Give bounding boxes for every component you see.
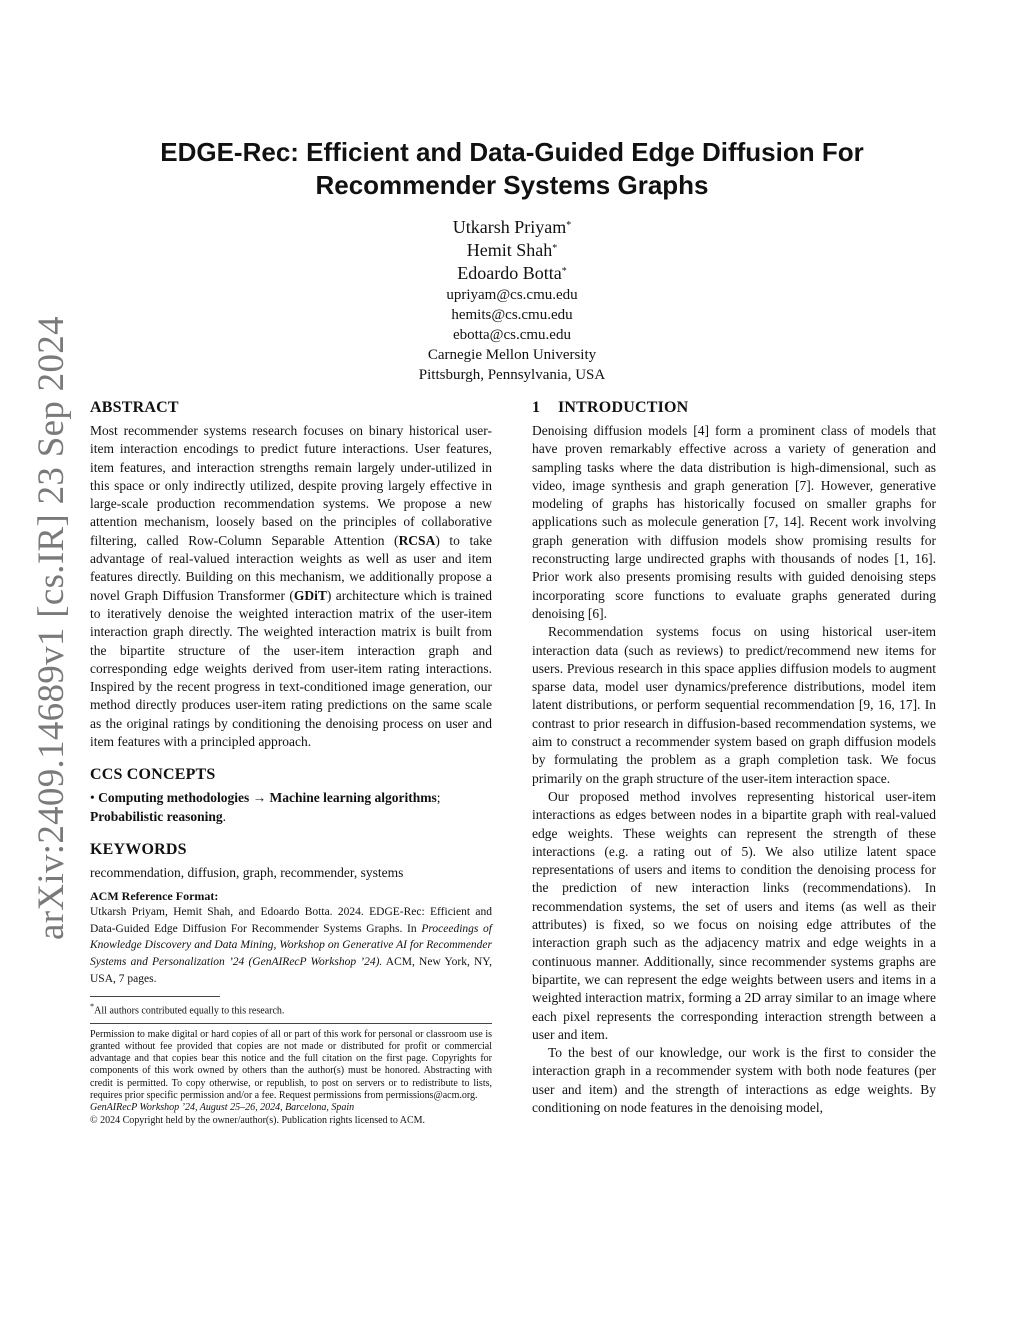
abstract-heading: ABSTRACT (90, 399, 179, 416)
institution: Carnegie Mellon University (427, 347, 597, 363)
author-block (90, 216, 934, 385)
left-column (90, 398, 492, 1127)
intro-heading: 1 INTRODUCTION (532, 399, 689, 416)
keywords-text: recommendation, diffusion, graph, recommender, systems (90, 864, 404, 880)
footnote: *All authors contributed equally to this research. (90, 1002, 285, 1017)
title-line-2: Recommender Systems Graphs (315, 170, 709, 200)
intro-paragraph-1: Denoising diffusion models [4] form a prominent class of models that have proven remarkably effective across a variety of generation and sampling tasks where the data distribution is high-dimensional, such as video, image synthesis and graph generation [7]. However, generative modeling of graphs has historically focused on smaller graphs for applications such as molecule generation [7, 14]. Recent work involving graph generation with diffusion models show promising results for reconstructing large undirected graphs with thousands of nodes [1, 16]. Prior work also presents promising results with guided denoising steps incorporating score functions to evaluate graphs generated during denoising [6]. (532, 423, 936, 621)
copyright-notice: © 2024 Copyright held by the owner/author(s). Publication rights licensed to ACM. (90, 1114, 426, 1126)
permission-text: Permission to make digital or hard copies of all or part of this work for personal or classroom use is granted without fee provided that copies are not made or distributed for profit or commercial advantage and that copies bear this notice and the full citation on the first page. Copyrights for components of this work owned by others than the author(s) must be honored. Abstracting with credit is permitted. To copy otherwise, or republish, to post on servers or to redistribute to lists, requires prior specific permission and/or a fee. Request permissions from permissions@acm.org. (90, 1028, 492, 1102)
acm-ref-text: Utkarsh Priyam, Hemit Shah, and Edoardo Botta. 2024. EDGE-Rec: Efficient and Data-Guided Edge Diffusion For Recommender Systems Graphs. In Proceedings of Knowledge Discovery and Data Mining, Workshop on Generative AI for Recommender Systems and Personalization ’24 (GenAIRecP Workshop ’24). ACM, New York, NY, USA, 7 pages. (90, 906, 492, 985)
email-1: upriyam@cs.cmu.edu (446, 287, 578, 303)
right-column (532, 398, 936, 1117)
author-1: Utkarsh Priyam* (452, 217, 572, 237)
ccs-text: • Computing methodologies → Machine learning algorithms; Probabilistic reasoning. (90, 790, 441, 824)
author-2: Hemit Shah* (466, 240, 558, 260)
email-2: hemits@cs.cmu.edu (451, 307, 573, 323)
location: Pittsburgh, Pennsylvania, USA (418, 367, 606, 383)
keywords-heading: KEYWORDS (90, 840, 187, 858)
abstract-text: Most recommender systems research focuses on binary historical user-item interaction encodings to predict future interactions. User features, item features, and interaction strengths remain largely under-utilized in this space or only indirectly utilized, despite proving largely effective in large-scale production recommendation systems. We propose a new attention mechanism, loosely based on the principles of collaborative filtering, called Row-Column Separable Attention (RCSA) to take advantage of real-valued interaction weights as well as user and item features directly. Building on this mechanism, we additionally propose a novel Graph Diffusion Transformer (GDiT) architecture which is trained to iteratively denoise the weighted interaction matrix of the user-item interaction graph directly. The weighted interaction matrix is built from the bipartite structure of the user-item interaction graph and corresponding edge weights derived from user-item rating interactions. Inspired by the recent progress in text-conditioned image generation, our method directly produces user-item rating predictions on the same scale as the original ratings by conditioning the denoising process on user and item features with a principled approach. (90, 423, 493, 750)
email-3: ebotta@cs.cmu.edu (453, 327, 571, 343)
permission-venue: GenAIRecP Workshop ’24, August 25–26, 2024, Barcelona, Spain (90, 1102, 355, 1114)
permission-rule (90, 1023, 492, 1024)
ccs-heading: CCS CONCEPTS (90, 766, 216, 784)
paper-title (90, 136, 934, 202)
intro-paragraph-4: To the best of our knowledge, our work is the first to consider the interaction graph in a recommender system with both node features (per user and item) and the strength of interactions as edge weights. By conditioning on node features in the denoising model, (532, 1045, 936, 1115)
title-line-1: EDGE-Rec: Efficient and Data-Guided Edge Diffusion For (160, 137, 864, 167)
acm-ref-heading: ACM Reference Format: (90, 889, 219, 904)
footnote-rule (90, 996, 220, 997)
arxiv-identifier: arXiv:2409.14689v1 [cs.IR] 23 Sep 2024 (31, 316, 72, 940)
intro-paragraph-3: Our proposed method involves representing historical user-item interactions as edges between nodes in a bipartite graph with real-valued edge weights. These weights can represent the strength of these interactions (e.g. a rating out of 5). We also utilize latent space representations of users and items to condition the denoising process for the prediction of new interaction links (recommendations). In recommendation systems, the set of users and items (as well as their attributes) is fixed, so we focus on noising edge attributes of the interaction graph such as the adjacency matrix and edge weights in a continuous manner. Additionally, since recommender systems graphs are bipartite, we can represent the edge weights between users and items in a weighted interaction matrix, forming a 2D array similar to an image where each pixel represents the corresponding interaction strength between a user and item. (532, 788, 936, 1042)
author-3: Edoardo Botta* (457, 263, 567, 283)
intro-paragraph-2: Recommendation systems focus on using historical user-item interaction data (such as reviews) to predict/recommend new items for users. Previous research in this space applies diffusion models to augment sparse data, model user dynamics/preference distributions, model item latent distributions, or perform sequential recommendation [9, 16, 17]. In contrast to prior research in diffusion-based recommendation systems, we aim to construct a recommender system based on graph diffusion models by formulating the problem as a graph completion task. We focus primarily on the graph structure of the user-item interaction space. (532, 624, 936, 786)
